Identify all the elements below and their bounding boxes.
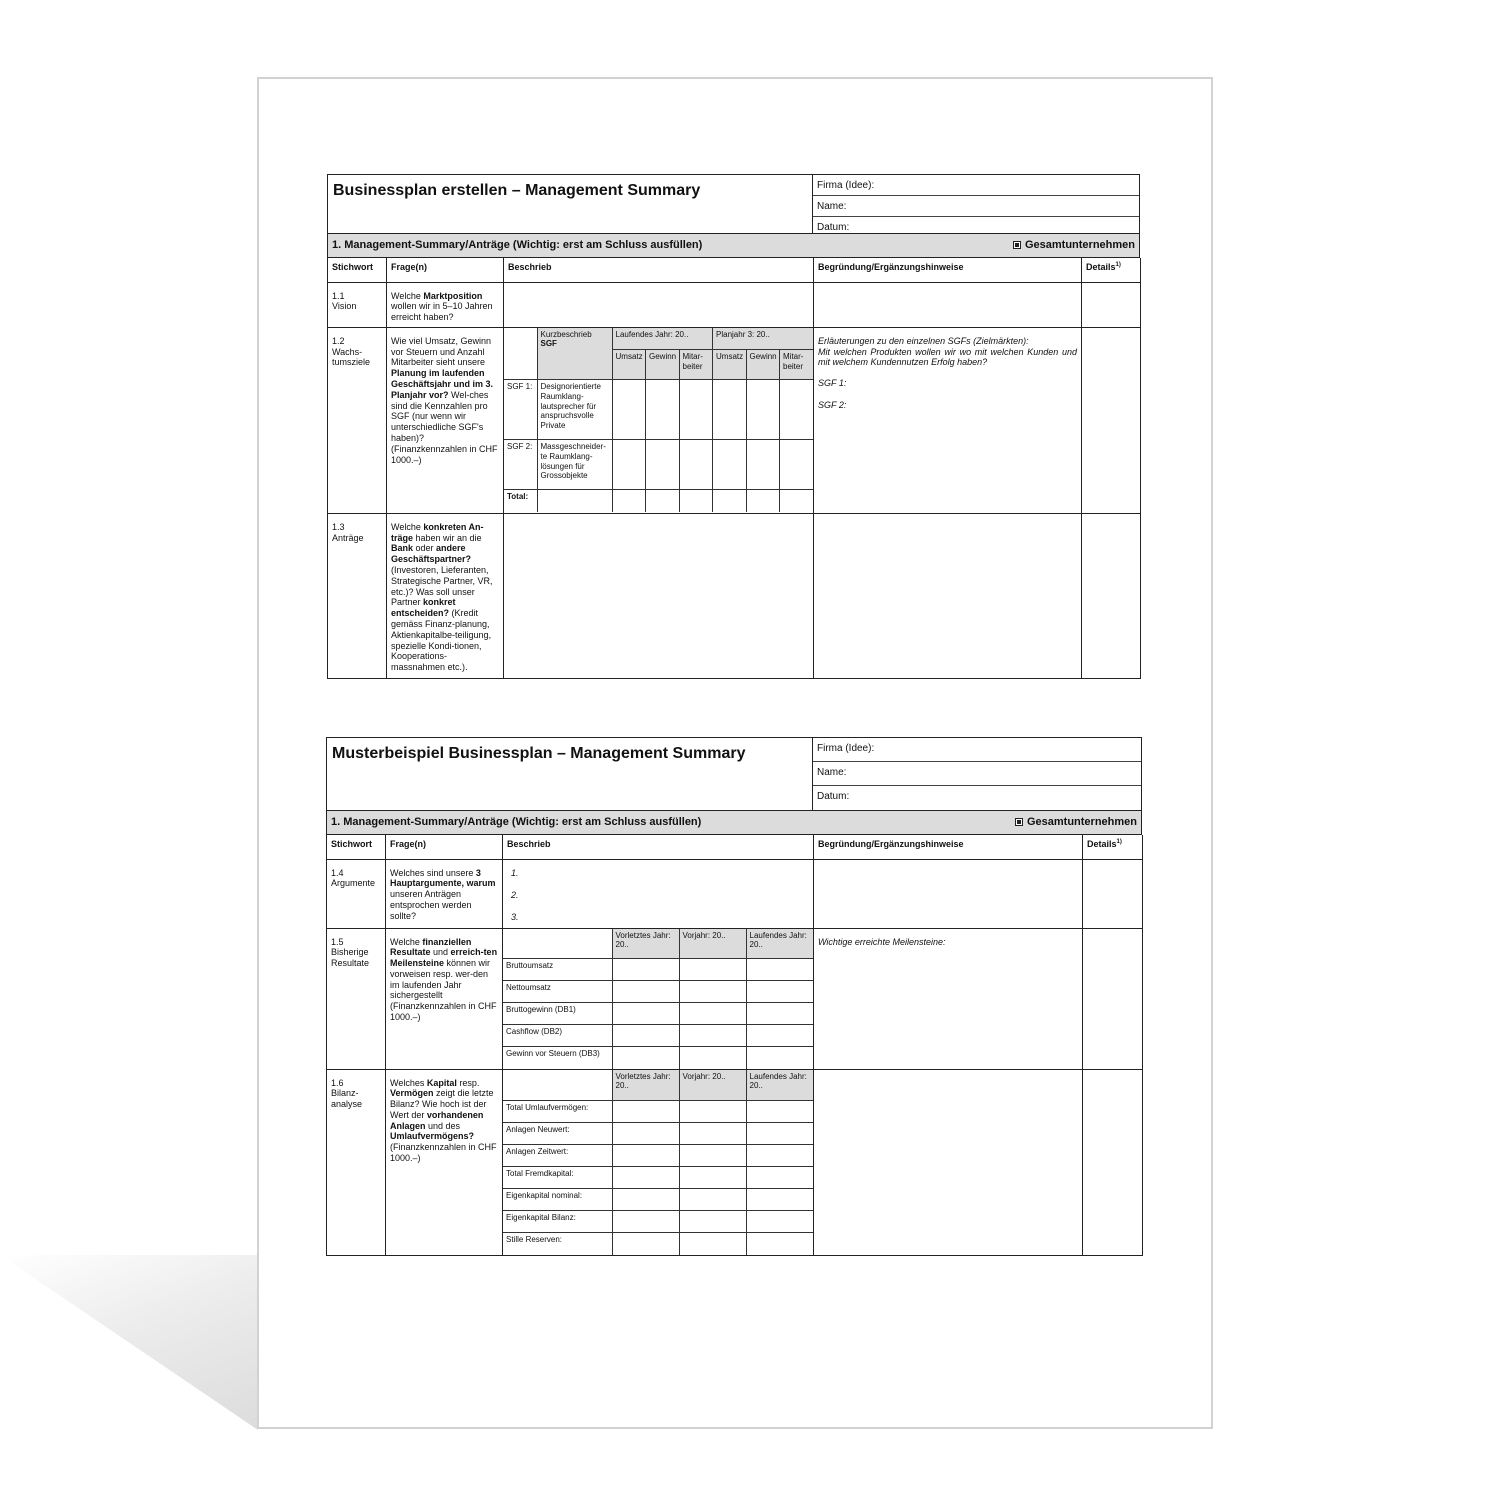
row-label: Nettoumsatz: [503, 981, 612, 1003]
section-title: 1. Management-Summary/Anträge (Wichtig: erst am Schluss ausfüllen): [332, 238, 703, 251]
bilanz-table-cell: [503, 1069, 814, 1255]
stichwort-cell: 1.4 Argumente: [327, 859, 386, 928]
frage-cell: Welche finanziellen Resultate und erreich-ten Meilensteine können wir vorweisen resp. wer-den im laufenden Jahr sichergestellt (Finanzkennzahlen in CHF 1000.–): [386, 928, 503, 1069]
value-input[interactable]: [746, 1145, 813, 1167]
form-meta: [813, 175, 1139, 233]
laufendes-jahr-header: Laufendes Jahr: 20..: [746, 1070, 813, 1101]
row-label: Bruttogewinn (DB1): [503, 1003, 612, 1025]
value-input[interactable]: [612, 1003, 679, 1025]
value-input[interactable]: [612, 1047, 679, 1069]
col-details: Details$^{1)}$: [1083, 835, 1143, 859]
section-title: 1. Management-Summary/Anträge (Wichtig: erst am Schluss ausfüllen): [331, 815, 702, 828]
bilanz-table: [503, 1070, 813, 1255]
planjahr-header: Planjahr 3: 20..: [713, 328, 814, 350]
value-input[interactable]: [780, 440, 814, 490]
meilensteine-notes[interactable]: Wichtige erreichte Meilensteine:: [814, 928, 1083, 1069]
value-input[interactable]: [746, 981, 813, 1003]
argument-item: 1.: [511, 867, 519, 878]
value-input[interactable]: [612, 1211, 679, 1233]
begruendung-input[interactable]: [814, 1069, 1083, 1255]
summary-table: [327, 258, 1141, 679]
table-row: [328, 327, 1141, 513]
details-input[interactable]: [1083, 859, 1143, 928]
form-header: [327, 174, 1140, 233]
begruendung-input[interactable]: [814, 859, 1083, 928]
row-label: Bruttoumsatz: [503, 959, 612, 981]
value-input[interactable]: [612, 1123, 679, 1145]
table-row: [328, 282, 1141, 327]
value-input[interactable]: [713, 380, 747, 440]
row-label: Anlagen Zeitwert:: [503, 1145, 612, 1167]
total-label: Total:: [504, 490, 537, 512]
col-begruendung: Begründung/Ergänzungshinweise: [814, 258, 1082, 282]
value-input[interactable]: [746, 1211, 813, 1233]
value-input[interactable]: [746, 1025, 813, 1047]
argument-item: 3.: [511, 911, 519, 922]
col-fragen: Frage(n): [387, 258, 504, 282]
argumente-list[interactable]: [503, 859, 814, 928]
stichwort-cell: 1.5 Bisherige Resultate: [327, 928, 386, 1069]
sgf-table-cell: [504, 327, 814, 513]
value-input[interactable]: [679, 981, 746, 1003]
value-input[interactable]: [646, 440, 680, 490]
value-input[interactable]: [679, 959, 746, 981]
gewinn-header: Gewinn: [746, 350, 780, 380]
beschrieb-input[interactable]: [504, 513, 814, 678]
mitarbeiter-header: Mitar-beiter: [679, 350, 713, 380]
resultate-table: [503, 929, 813, 1069]
beschrieb-input[interactable]: [504, 282, 814, 327]
col-stichwort: Stichwort: [327, 835, 386, 859]
value-input[interactable]: [612, 380, 646, 440]
value-input[interactable]: [612, 1167, 679, 1189]
total-desc: [537, 490, 612, 512]
value-input[interactable]: [746, 490, 780, 512]
value-input[interactable]: [679, 1003, 746, 1025]
value-input[interactable]: [780, 490, 814, 512]
vorletztes-jahr-header: Vorletztes Jahr: 20..: [612, 1070, 679, 1101]
value-input[interactable]: [679, 490, 713, 512]
form-header: [326, 737, 1142, 810]
value-input[interactable]: [746, 1101, 813, 1123]
value-input[interactable]: [612, 1233, 679, 1255]
value-input[interactable]: [746, 1189, 813, 1211]
laufendes-jahr-header: Laufendes Jahr: 20..: [746, 929, 813, 959]
value-input[interactable]: [679, 1025, 746, 1047]
value-input[interactable]: [612, 1145, 679, 1167]
stichwort-cell: 1.3 Anträge: [328, 513, 387, 678]
value-input[interactable]: [612, 1189, 679, 1211]
row-label: Stille Reserven:: [503, 1233, 612, 1255]
datum-field[interactable]: Datum:: [817, 791, 850, 802]
value-input[interactable]: [746, 959, 813, 981]
value-input[interactable]: [646, 490, 680, 512]
begruendung-notes[interactable]: Erläuterungen zu den einzelnen SGFs (Zielmärkten): Mit welchen Produkten wollen wir wo mit welchen Kunden und mit welchem Kundennutzen Erfolg haben? SGF 1: SGF 2:: [814, 327, 1082, 513]
value-input[interactable]: [612, 1101, 679, 1123]
details-input[interactable]: [1082, 282, 1141, 327]
scope-checkbox[interactable]: [1015, 816, 1137, 829]
col-stichwort: Stichwort: [328, 258, 387, 282]
name-field[interactable]: Name:: [813, 762, 1141, 786]
details-input[interactable]: [1082, 327, 1141, 513]
laufendes-jahr-header: Laufendes Jahr: 20..: [612, 328, 713, 350]
datum-field[interactable]: Datum:: [817, 222, 850, 233]
frage-cell: Welche konkreten An-träge haben wir an die Bank oder andere Geschäftspartner? (Investoren, Lieferanten, Strategische Partner, VR, etc.)? Was soll unser Partner konkret entscheiden? (Kredit gemäss Finanz-planung, Aktienkapitalbe-teiligung, spezielle Kondi-tionen, Kooperations-massnahmen etc.).: [387, 513, 504, 678]
value-input[interactable]: [646, 380, 680, 440]
vorjahr-header: Vorjahr: 20..: [679, 1070, 746, 1101]
value-input[interactable]: [746, 1003, 813, 1025]
vorjahr-header: Vorjahr: 20..: [679, 929, 746, 959]
stichwort-cell: 1.6 Bilanz-analyse: [327, 1069, 386, 1255]
sgf1-label: SGF 1:: [504, 380, 537, 440]
resultate-table-cell: [503, 928, 814, 1069]
mitarbeiter-header: Mitar-beiter: [780, 350, 814, 380]
value-input[interactable]: [746, 1233, 813, 1255]
row-label: Cashflow (DB2): [503, 1025, 612, 1047]
row-label: Total Umlaufvermögen:: [503, 1101, 612, 1123]
scope-checkbox[interactable]: [1013, 239, 1135, 252]
table-row: [327, 1069, 1143, 1255]
value-input[interactable]: [746, 380, 780, 440]
section-header: [326, 810, 1142, 835]
value-input[interactable]: [679, 1211, 746, 1233]
table-row: [328, 513, 1141, 678]
sgf-table: [504, 328, 813, 512]
form-title: Musterbeispiel Businessplan – Management Summary: [327, 738, 813, 810]
form-title: Businessplan erstellen – Management Summary: [328, 175, 813, 233]
gewinn-header: Gewinn: [646, 350, 680, 380]
sgf2-desc: Massgeschneider-te Raumklang-lösungen für Grossobjekte: [537, 440, 612, 490]
col-beschrieb: Beschrieb: [503, 835, 814, 859]
value-input[interactable]: [679, 1167, 746, 1189]
row-label: Total Fremdkapital:: [503, 1167, 612, 1189]
value-input[interactable]: [679, 1189, 746, 1211]
row-label: Gewinn vor Steuern (DB3): [503, 1047, 612, 1069]
value-input[interactable]: [679, 1233, 746, 1255]
stichwort-cell: 1.2 Wachs-tumsziele: [328, 327, 387, 513]
value-input[interactable]: [612, 490, 646, 512]
value-input[interactable]: [612, 959, 679, 981]
row-label: Anlagen Neuwert:: [503, 1123, 612, 1145]
value-input[interactable]: [746, 1123, 813, 1145]
col-fragen: Frage(n): [386, 835, 503, 859]
page-shadow: [0, 1255, 258, 1430]
col-details: Details$^{1)}$: [1082, 258, 1141, 282]
resultate-corner: [503, 929, 612, 959]
firma-field[interactable]: Firma (Idee):: [813, 738, 1141, 762]
begruendung-input[interactable]: [814, 282, 1082, 327]
value-input[interactable]: [612, 1025, 679, 1047]
value-input[interactable]: [679, 1101, 746, 1123]
value-input[interactable]: [746, 440, 780, 490]
form-businessplan: [327, 174, 1140, 679]
vorletztes-jahr-header: Vorletztes Jahr: 20..: [612, 929, 679, 959]
frage-cell: Welche Marktposition wollen wir in 5–10 Jahren erreicht haben?: [387, 282, 504, 327]
frage-cell: Wie viel Umsatz, Gewinn vor Steuern und Anzahl Mitarbeiter sieht unsere Planung im laufenden Geschäftsjahr und im 3. Planjahr vor? Wel-ches sind die Kennzahlen pro SGF (nur wenn wir unterschiedliche SGF's haben)? (Finanzkennzahlen in CHF 1000.–): [387, 327, 504, 513]
form-musterbeispiel: [326, 737, 1142, 1256]
bilanz-corner: [503, 1070, 612, 1101]
sgf-corner: [504, 328, 537, 380]
section-header: [327, 233, 1140, 258]
value-input[interactable]: [679, 380, 713, 440]
details-input[interactable]: [1083, 1069, 1143, 1255]
value-input[interactable]: [612, 981, 679, 1003]
value-input[interactable]: [713, 440, 747, 490]
value-input[interactable]: [713, 490, 747, 512]
frage-cell: Welches sind unsere 3 Hauptargumente, warum unseren Anträgen entsprochen werden sollte?: [386, 859, 503, 928]
sgf1-desc: Designorientierte Raumklang-lautsprecher für anspruchsvolle Private: [537, 380, 612, 440]
form-meta: [813, 738, 1141, 810]
frage-cell: Welches Kapital resp. Vermögen zeigt die letzte Bilanz? Wie hoch ist der Wert der vorhandenen Anlagen und des Umlaufvermögens? (Finanzkennzahlen in CHF 1000.–): [386, 1069, 503, 1255]
value-input[interactable]: [746, 1047, 813, 1069]
value-input[interactable]: [746, 1167, 813, 1189]
umsatz-header: Umsatz: [713, 350, 747, 380]
row-label: Eigenkapital nominal:: [503, 1189, 612, 1211]
umsatz-header: Umsatz: [612, 350, 646, 380]
table-row: [327, 859, 1143, 928]
value-input[interactable]: [780, 380, 814, 440]
checkbox-checked-icon: [1013, 241, 1021, 249]
checkbox-checked-icon: [1015, 818, 1023, 826]
details-input[interactable]: [1083, 928, 1143, 1069]
table-row: [327, 928, 1143, 1069]
col-beschrieb: Beschrieb: [504, 258, 814, 282]
value-input[interactable]: [679, 1047, 746, 1069]
summary-table: [326, 835, 1143, 1256]
stichwort-cell: 1.1 Vision: [328, 282, 387, 327]
value-input[interactable]: [679, 1145, 746, 1167]
scope-label: Gesamtunternehmen: [1026, 815, 1137, 828]
value-input[interactable]: [612, 440, 646, 490]
scope-label: Gesamtunternehmen: [1024, 238, 1135, 251]
firma-field[interactable]: Firma (Idee):: [813, 175, 1139, 196]
table-header-row: [328, 258, 1141, 282]
kurzbeschrieb-header: Kurzbeschrieb SGF: [537, 328, 612, 380]
value-input[interactable]: [679, 1123, 746, 1145]
col-begruendung: Begründung/Ergänzungshinweise: [814, 835, 1083, 859]
name-field[interactable]: Name:: [813, 196, 1139, 217]
value-input[interactable]: [679, 440, 713, 490]
begruendung-input[interactable]: [814, 513, 1082, 678]
sgf2-label: SGF 2:: [504, 440, 537, 490]
row-label: Eigenkapital Bilanz:: [503, 1211, 612, 1233]
table-header-row: [327, 835, 1143, 859]
argument-item: 2.: [511, 889, 519, 900]
details-input[interactable]: [1082, 513, 1141, 678]
